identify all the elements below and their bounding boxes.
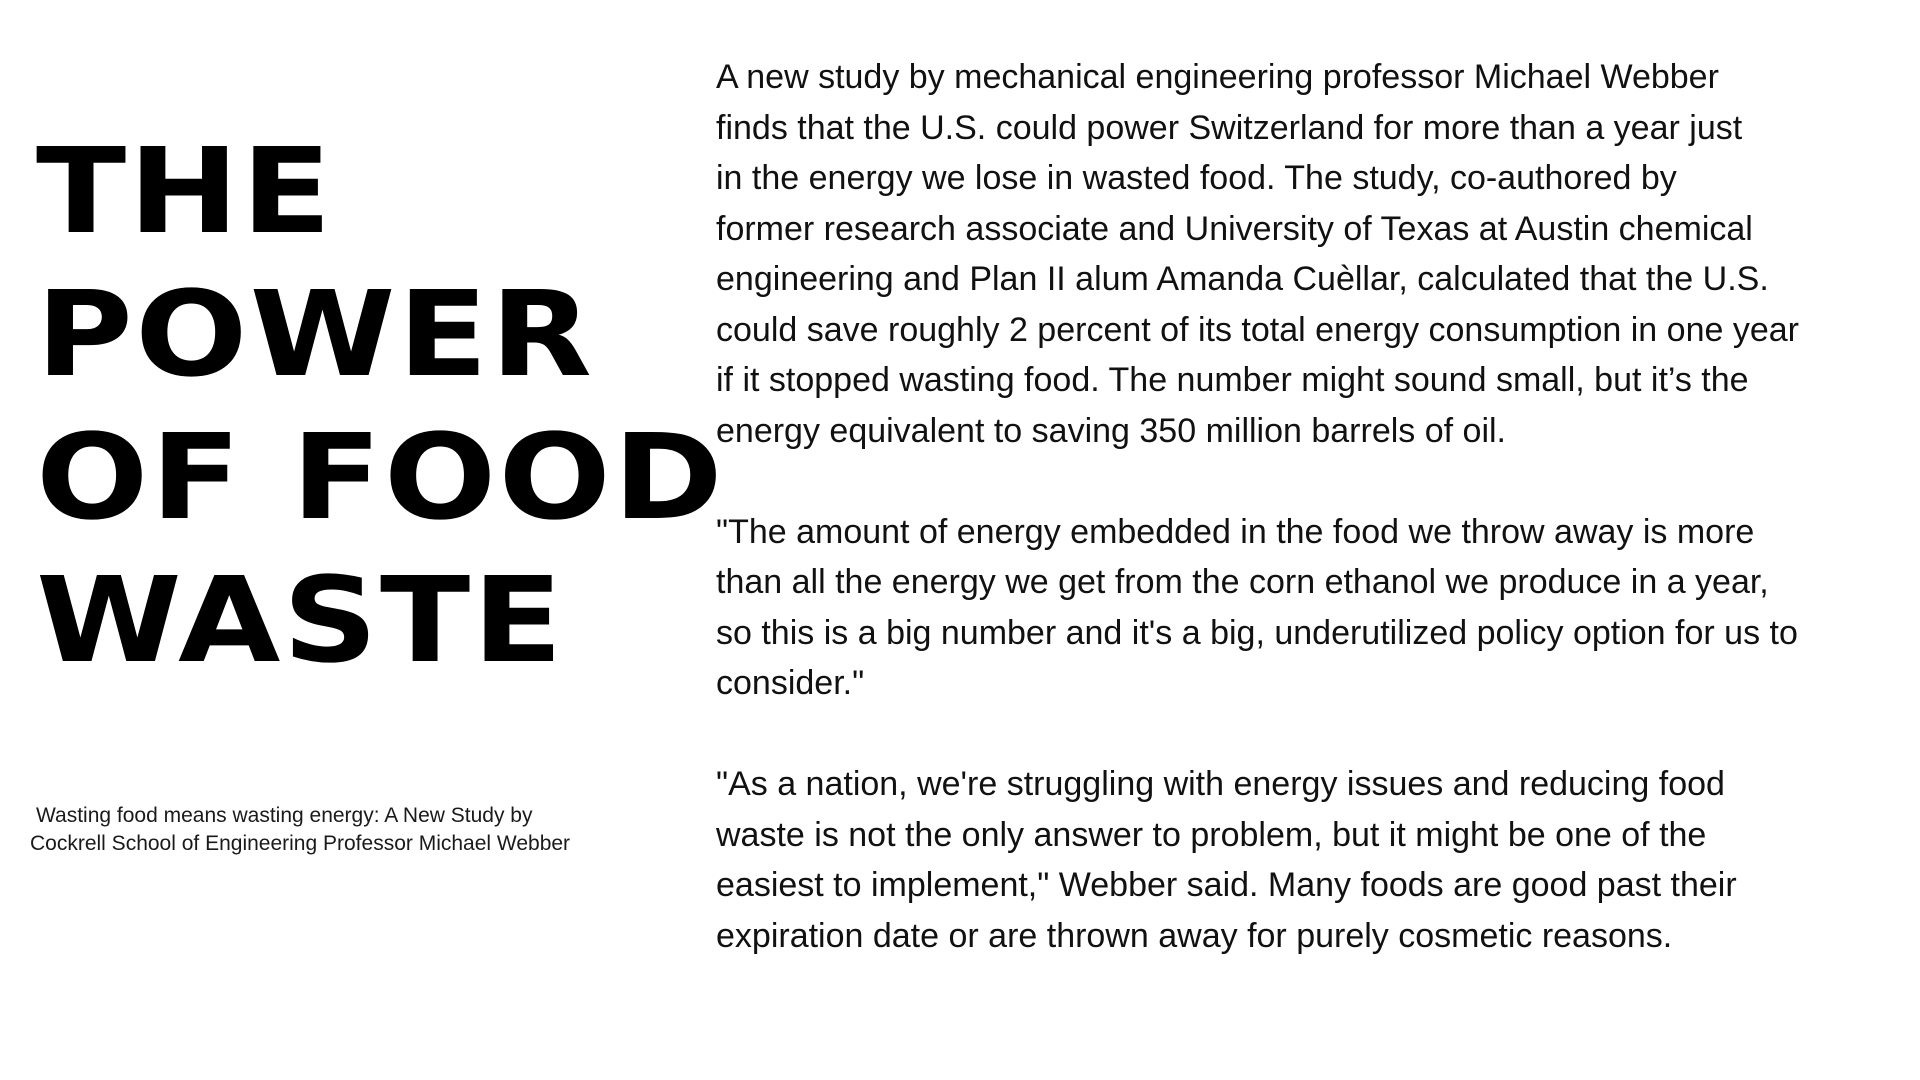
- title-line: WASTE: [36, 551, 565, 689]
- article-paragraph-quote-2: [716, 759, 1896, 961]
- page-title: [36, 120, 725, 692]
- article-paragraph-intro: [716, 52, 1896, 456]
- paragraph-line: than all the energy we get from the corn ethanol we produce in a year,: [716, 563, 1769, 601]
- article-paragraph-quote-1: [716, 507, 1896, 709]
- paragraph-line: could save roughly 2 percent of its total energy consumption in one year: [716, 310, 1799, 349]
- caption-line: Cockrell School of Engineering Professor Michael Webber: [30, 832, 571, 855]
- title-line: OF FOOD: [36, 408, 726, 546]
- title-line: POWER: [36, 265, 595, 403]
- paragraph-line: so this is a big number and it's a big, underutilized policy option for us to: [716, 613, 1798, 652]
- paragraph-line: "The amount of energy embedded in the food we throw away is more: [716, 512, 1755, 551]
- paragraph-line: A new study by mechanical engineering professor Michael Webber: [716, 58, 1719, 96]
- caption-line: Wasting food means wasting energy: A New Study by: [36, 804, 533, 827]
- paragraph-line: waste is not the only answer to problem, but it might be one of the: [716, 815, 1707, 854]
- image-caption: [30, 802, 650, 858]
- article-body: [716, 52, 1896, 1012]
- paragraph-line: easiest to implement," Webber said. Many foods are good past their: [716, 866, 1737, 904]
- paragraph-line: engineering and Plan II alum Amanda Cuèllar, calculated that the U.S.: [716, 260, 1769, 298]
- paragraph-line: if it stopped wasting food. The number might sound small, but it’s the: [716, 361, 1749, 399]
- paragraph-line: expiration date or are thrown away for purely cosmetic reasons.: [716, 916, 1673, 955]
- paragraph-line: energy equivalent to saving 350 million barrels of oil.: [716, 411, 1507, 450]
- paragraph-line: in the energy we lose in wasted food. The study, co-authored by: [716, 159, 1677, 197]
- paragraph-line: finds that the U.S. could power Switzerland for more than a year just: [716, 108, 1743, 147]
- paragraph-line: "As a nation, we're struggling with energy issues and reducing food: [716, 765, 1725, 803]
- paragraph-line: former research associate and University of Texas at Austin chemical: [716, 209, 1753, 248]
- title-line: THE: [36, 122, 334, 260]
- paragraph-line: consider.": [716, 664, 865, 702]
